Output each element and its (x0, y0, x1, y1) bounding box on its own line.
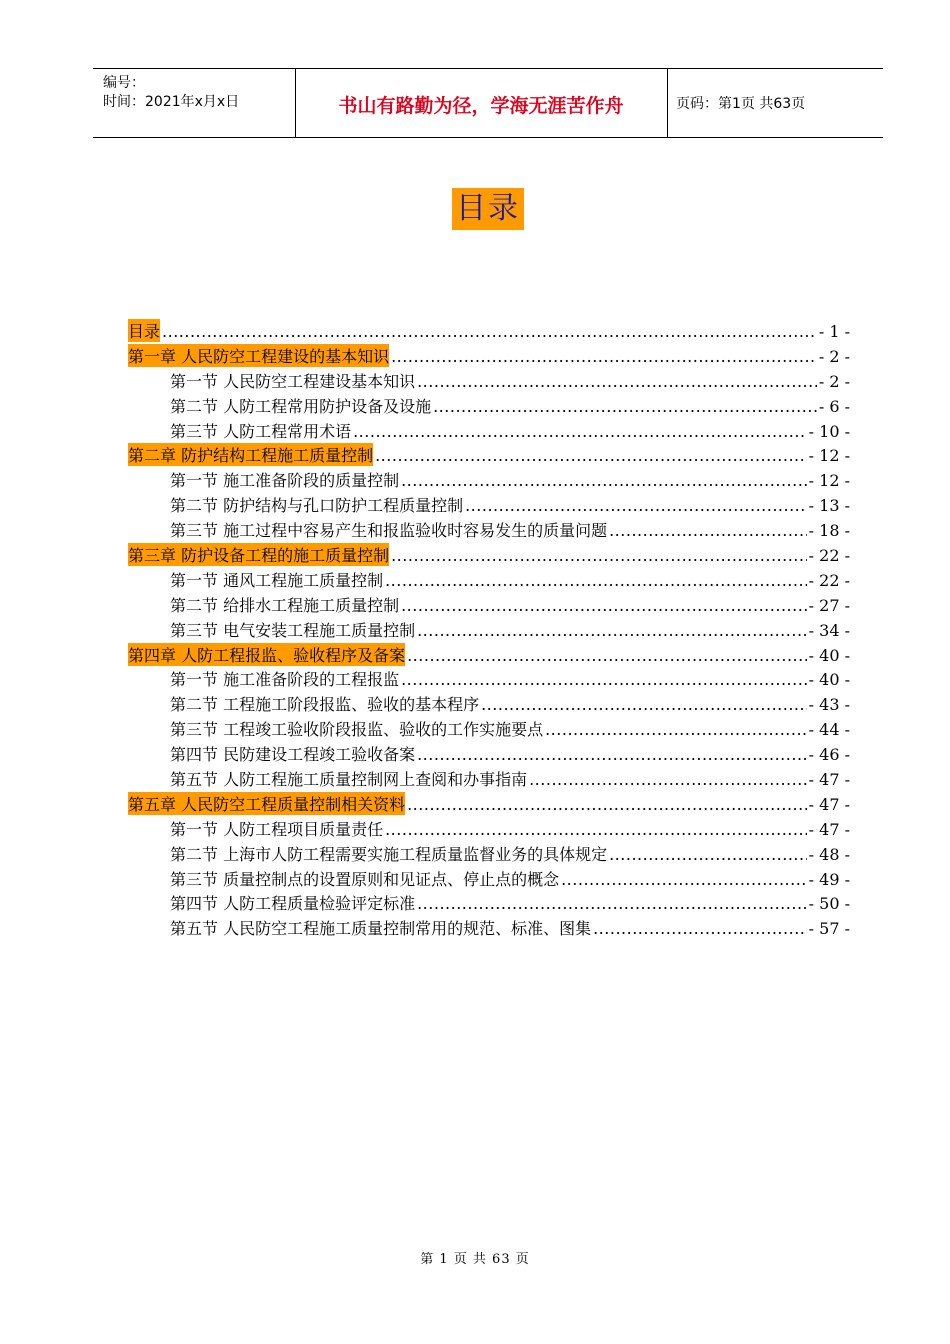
toc-leader-dots (481, 695, 807, 714)
toc-entry-label: 第一节 施工准备阶段的质量控制 (170, 471, 400, 491)
toc-section-entry[interactable] (128, 867, 850, 892)
toc-entry-label: 第一节 施工准备阶段的工程报监 (170, 670, 400, 690)
toc-entry-page: - 49 - (808, 869, 850, 889)
toc-entry-page: - 6 - (818, 396, 850, 416)
toc-leader-dots (417, 745, 807, 764)
toc-entry-page: - 12 - (808, 471, 850, 491)
toc-entry-label: 第三节 质量控制点的设置原则和见证点、停止点的概念 (170, 869, 560, 889)
toc-leader-dots (401, 596, 807, 615)
toc-leader-dots (162, 322, 817, 341)
toc-entry-label: 第三节 施工过程中容易产生和报监验收时容易发生的质量问题 (170, 521, 608, 541)
toc-leader-dots (561, 870, 807, 889)
toc-section-entry[interactable] (128, 767, 850, 792)
toc-entry-page: - 2 - (818, 346, 850, 366)
toc-chapter-entry[interactable] (128, 792, 850, 817)
document-title: 目录 (452, 188, 524, 230)
toc-leader-dots (407, 795, 807, 814)
time-label: 时间：2021年x月x日 (103, 94, 240, 110)
toc-entry-label: 第三节 电气安装工程施工质量控制 (170, 620, 416, 640)
toc-section-entry[interactable] (128, 518, 850, 543)
toc-entry-label: 第一节 人防工程项目质量责任 (170, 819, 384, 839)
toc-entry-page: - 13 - (808, 496, 850, 516)
toc-leader-dots (401, 471, 807, 490)
toc-section-entry[interactable] (128, 618, 850, 643)
toc-entry-page: - 48 - (808, 844, 850, 864)
toc-entry-label: 第三章 防护设备工程的施工质量控制 (128, 543, 389, 566)
toc-leader-dots (593, 919, 807, 938)
toc-leader-dots (465, 496, 807, 515)
toc-chapter-entry[interactable] (128, 319, 850, 344)
toc-entry-label: 第二节 上海市人防工程需要实施工程质量监督业务的具体规定 (170, 844, 608, 864)
toc-section-entry[interactable] (128, 891, 850, 916)
toc-section-entry[interactable] (128, 667, 850, 692)
motto: 书山有路勤为径，学海无涯苦作舟 (338, 95, 624, 117)
toc-entry-page: - 57 - (808, 919, 850, 939)
toc-leader-dots (529, 770, 807, 789)
toc-entry-label: 第二节 防护结构与孔口防护工程质量控制 (170, 496, 464, 516)
header-motto-cell (295, 69, 668, 137)
toc-section-entry[interactable] (128, 593, 850, 618)
toc-leader-dots (353, 422, 807, 441)
toc-entry-page: - 44 - (808, 720, 850, 740)
page-header (93, 68, 883, 138)
toc-entry-label: 第四章 人防工程报监、验收程序及备案 (128, 643, 405, 666)
toc-section-entry[interactable] (128, 394, 850, 419)
toc-entry-page: - 40 - (808, 670, 850, 690)
toc-section-entry[interactable] (128, 742, 850, 767)
toc-leader-dots (433, 397, 817, 416)
toc-chapter-entry[interactable] (128, 344, 850, 369)
toc-entry-page: - 27 - (808, 595, 850, 615)
header-page-cell (668, 69, 883, 137)
toc-entry-page: - 10 - (808, 421, 850, 441)
toc-section-entry[interactable] (128, 842, 850, 867)
toc-entry-label: 第三节 工程竣工验收阶段报监、验收的工作实施要点 (170, 720, 544, 740)
toc-entry-label: 第一节 人民防空工程建设基本知识 (170, 371, 416, 391)
page-footer: 第 1 页 共 63 页 (420, 1252, 530, 1267)
toc-entry-label: 第五节 人防工程施工质量控制网上查阅和办事指南 (170, 770, 528, 790)
toc-section-entry[interactable] (128, 419, 850, 444)
toc-entry-label: 第二节 工程施工阶段报监、验收的基本程序 (170, 695, 480, 715)
toc-leader-dots (545, 720, 807, 739)
toc-entry-label: 第二章 防护结构工程施工质量控制 (128, 443, 373, 466)
toc-leader-dots (609, 521, 807, 540)
toc-entry-page: - 46 - (808, 745, 850, 765)
toc-entry-label: 第五章 人民防空工程质量控制相关资料 (128, 792, 405, 815)
toc-entry-page: - 40 - (808, 645, 850, 665)
toc-leader-dots (609, 845, 807, 864)
toc-section-entry[interactable] (128, 692, 850, 717)
toc-entry-page: - 43 - (808, 695, 850, 715)
header-meta-cell (93, 69, 296, 137)
toc-section-entry[interactable] (128, 369, 850, 394)
toc-entry-page: - 34 - (808, 620, 850, 640)
toc-leader-dots (385, 820, 807, 839)
toc-leader-dots (417, 894, 807, 913)
toc-entry-page: - 18 - (808, 521, 850, 541)
page-code: 页码：第1页 共63页 (676, 96, 806, 112)
toc-chapter-entry[interactable] (128, 443, 850, 468)
toc-entry-page: - 22 - (808, 570, 850, 590)
toc-leader-dots (417, 372, 817, 391)
toc-chapter-entry[interactable] (128, 543, 850, 568)
toc-entry-label: 第一节 通风工程施工质量控制 (170, 570, 384, 590)
toc-entry-label: 第四节 人防工程质量检验评定标准 (170, 894, 416, 914)
toc-entry-page: - 2 - (818, 371, 850, 391)
toc-leader-dots (391, 347, 817, 366)
toc-entry-label: 第二节 人防工程常用防护设备及设施 (170, 396, 432, 416)
toc-leader-dots (391, 546, 807, 565)
toc-leader-dots (417, 621, 807, 640)
toc-entry-page: - 50 - (808, 894, 850, 914)
toc-entry-label: 第二节 给排水工程施工质量控制 (170, 595, 400, 615)
toc-entry-page: - 47 - (808, 770, 850, 790)
toc-entry-page: - 22 - (808, 546, 850, 566)
toc-entry-label: 第五节 人民防空工程施工质量控制常用的规范、标准、图集 (170, 919, 592, 939)
toc-chapter-entry[interactable] (128, 643, 850, 668)
toc-section-entry[interactable] (128, 468, 850, 493)
table-of-contents (128, 319, 850, 941)
toc-entry-page: - 1 - (818, 322, 850, 341)
code-label: 编号： (103, 75, 145, 91)
toc-leader-dots (385, 571, 807, 590)
toc-section-entry[interactable] (128, 916, 850, 941)
toc-leader-dots (407, 646, 807, 665)
toc-section-entry[interactable] (128, 568, 850, 593)
toc-leader-dots (375, 446, 807, 465)
toc-entry-label: 目录 (128, 319, 160, 342)
toc-entry-page: - 47 - (808, 819, 850, 839)
toc-entry-page: - 12 - (808, 446, 850, 466)
toc-section-entry[interactable] (128, 493, 850, 518)
toc-section-entry[interactable] (128, 717, 850, 742)
toc-entry-label: 第三节 人防工程常用术语 (170, 421, 352, 441)
toc-entry-page: - 47 - (808, 794, 850, 814)
toc-section-entry[interactable] (128, 817, 850, 842)
toc-entry-label: 第四节 民防建设工程竣工验收备案 (170, 745, 416, 765)
toc-leader-dots (401, 670, 807, 689)
toc-entry-label: 第一章 人民防空工程建设的基本知识 (128, 344, 389, 367)
